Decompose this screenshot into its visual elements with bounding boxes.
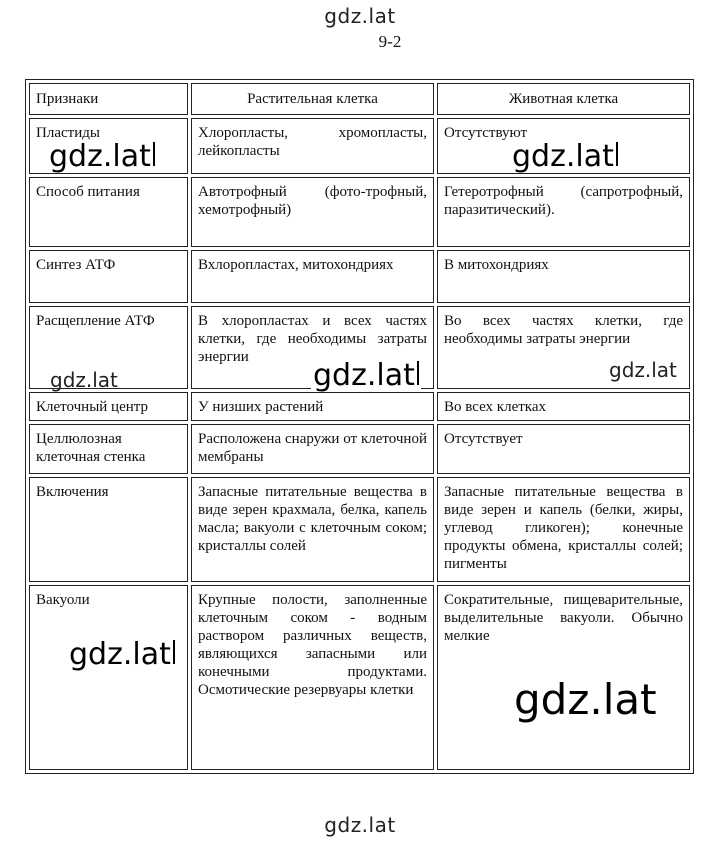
watermark: gdz.lat	[609, 358, 677, 382]
header-cell-plant: Растительная клетка	[191, 83, 434, 115]
site-watermark-bottom: gdz.lat	[324, 813, 396, 837]
feature-cell: Вакуоли	[29, 585, 188, 770]
feature-cell: Расщепление АТФ	[29, 306, 188, 389]
feature-cell: Клеточный центр	[29, 392, 188, 421]
animal-cell: Запасные питательные вещества в виде зерен и капель (белки, жиры, углевод гликоген); конечные продукты обмена, кристаллы солей; пигменты	[437, 477, 690, 582]
animal-cell: Отсутствует	[437, 424, 690, 474]
animal-cell: Отсутствуют	[437, 118, 690, 174]
site-watermark-top: gdz.lat	[324, 4, 396, 28]
plant-cell: Хлоропласты, хромопласты, лейкопласты	[191, 118, 434, 174]
animal-cell: Во всех клетках	[437, 392, 690, 421]
table-row	[29, 477, 690, 582]
feature-cell: Пластиды	[29, 118, 188, 174]
animal-cell: В митохондриях	[437, 250, 690, 303]
table-row	[29, 424, 690, 474]
animal-cell: Во всех частях клетки, где необходимы затраты энергии	[437, 306, 690, 389]
feature-cell: Включения	[29, 477, 188, 582]
table-row	[29, 392, 690, 421]
animal-cell: Сократительные, пищеварительные, выделительные вакуоли. Обычно мелкие	[437, 585, 690, 770]
page-number: 9-2	[378, 32, 402, 51]
feature-cell: Способ питания	[29, 177, 188, 247]
plant-cell: Запасные питательные вещества в виде зерен крахмала, белка, капель масла; вакуоли с клеточным соком; кристаллы солей	[191, 477, 434, 582]
table-row	[29, 250, 690, 303]
watermark: gdz.lat	[50, 368, 118, 392]
plant-cell: Крупные полости, заполненные клеточным соком - водным раствором различных веществ, являющихся запасными или конечными продуктами. Осмотические резервуары клетки	[191, 585, 434, 770]
plant-cell: Автотрофный (фото-трофный, хемотрофный)	[191, 177, 434, 247]
header-cell-animal: Животная клетка	[437, 83, 690, 115]
plant-cell: Расположена снаружи от клеточной мембраны	[191, 424, 434, 474]
watermark: gdz.lat	[67, 640, 177, 670]
plant-cell: Вхлоропластах, митохондриях	[191, 250, 434, 303]
table-row	[29, 177, 690, 247]
watermark: gdz.lat	[510, 142, 620, 172]
feature-cell: Синтез АТФ	[29, 250, 188, 303]
header-cell-feature: Признаки	[29, 83, 188, 115]
watermark: gdz.lat	[47, 142, 157, 172]
plant-cell: В хлоропластах и всех частях клетки, где необходимы затраты энергии	[191, 306, 434, 389]
feature-cell: Целлюлозная клеточная стенка	[29, 424, 188, 474]
watermark: gdz.lat	[311, 361, 421, 391]
watermark: gdz.lat	[514, 675, 657, 724]
animal-cell: Гетеротрофный (сапротрофный, паразитический).	[437, 177, 690, 247]
table-header-row	[29, 83, 690, 115]
plant-cell: У низших растений	[191, 392, 434, 421]
